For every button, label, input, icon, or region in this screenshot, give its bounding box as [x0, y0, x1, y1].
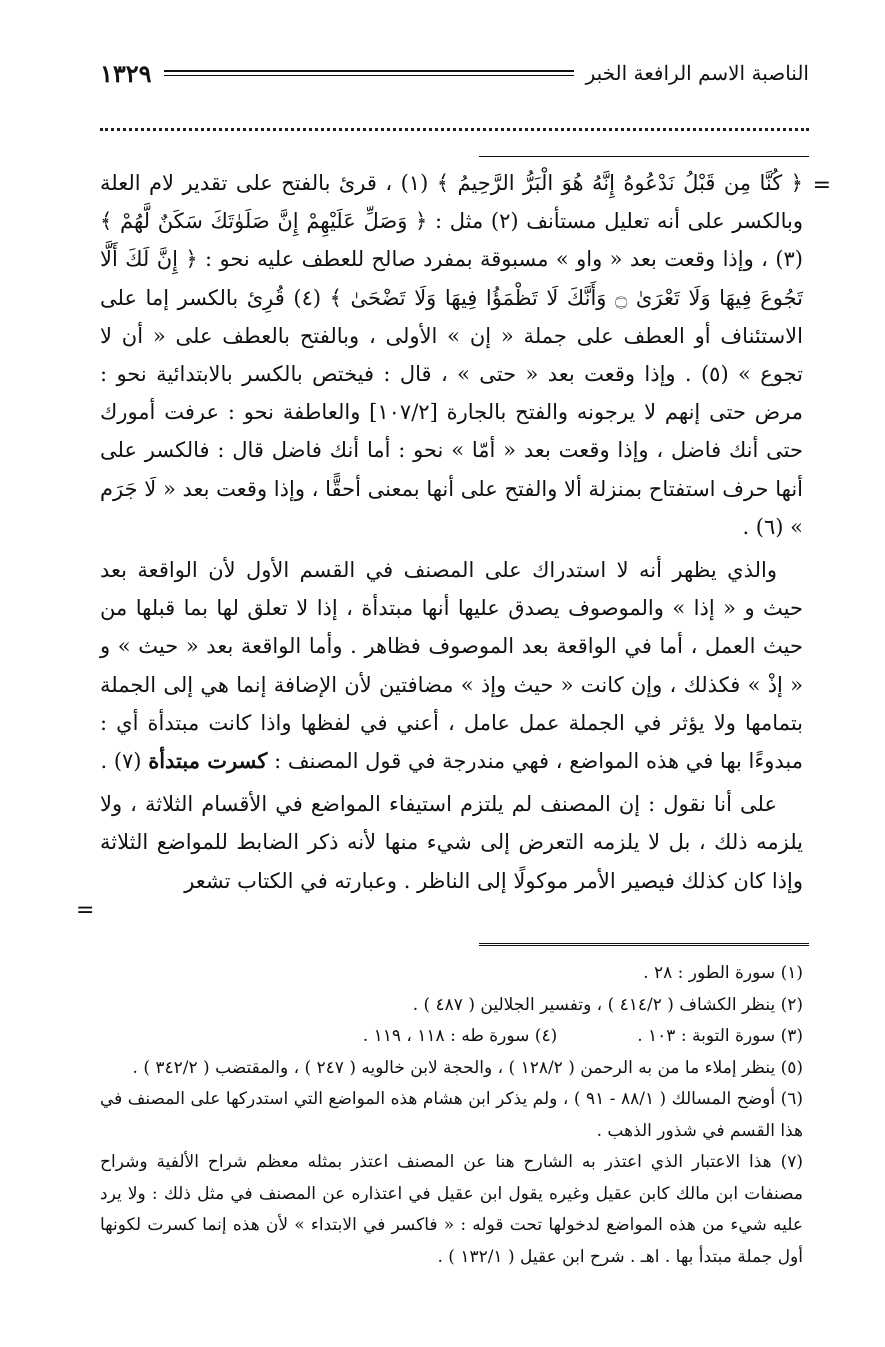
paragraph-3: على أنا نقول : إن المصنف لم يلتزم استيفاء المواضع في الأقسام الثلاثة ، ولا يلزمه ذلك ، بل لا يلزمه التعرض إلى شيء منها لأنه ذكر الضابط للمواضع الثلاثة وإذا كان كذلك فيصير الأمر موكولًا إلى الناظر . وعبارته في الكتاب تشعر	[100, 792, 803, 893]
page-number: ١٣٢٩	[100, 58, 152, 88]
footnote-3: (٣) سورة التوبة : ١٠٣ .	[637, 1026, 803, 1046]
header-rule	[164, 70, 574, 76]
footnote-7: (٧) هذا الاعتبار الذي اعتذر به الشارح هنا عن المصنف اعتذر بمثله معظم شراح الألفية وشراح مصنفات ابن مالك كابن عقيل وغيره يقول ابن عقيل في اعتذاره عن المصنف في مثل ذلك : ولا يرد عليه شيء من هذه المواضع لدخولها تحت قوله : « فاكسر في الابتداء » لأن هذه إنما كسرت لكونها أول جملة مبتدأ بها . اهـ . شرح ابن عقيل ( ١٣٢/١ ) .	[100, 1152, 803, 1267]
footnotes	[100, 958, 803, 1273]
footnote-5: (٥) ينظر إملاء ما من به الرحمن ( ١٢٨/٢ ) ، والحجة لابن خالويه ( ٢٤٧ ) ، والمقتضب ( ٣٤٢/٢ ) .	[132, 1057, 803, 1078]
footnote-1: (١) سورة الطور : ٢٨ .	[643, 963, 803, 983]
paragraph-1: ﴿ كُنَّا مِن قَبْلُ نَدْعُوهُ إِنَّهُ هُوَ الْبَرُّ الرَّحِيمُ ﴾ (١) ، قرئ بالفتح على تقدير لام العلة وبالكسر على أنه تعليل مستأنف (٢) مثل : ﴿ وَصَلِّ عَلَيْهِمْ إِنَّ صَلَوٰتَكَ سَكَنٌ لَّهُمْ ﴾ (٣) ، وإذا وقعت بعد « واو » مسبوقة بمفرد صالح للعطف عليه نحو : ﴿ إِنَّ لَكَ أَلَّا تَجُوعَ فِيهَا وَلَا تَعْرَىٰ ۝ وَأَنَّكَ لَا تَظْمَؤُا فِيهَا وَلَا تَضْحَىٰ ﴾ (٤) قُرِئ بالكسر إما على الاستئناف أو العطف على جملة « إن » الأولى ، وبالفتح بالعطف على « أن لا تجوع » (٥) . وإذا وقعت بعد « حتى » ، قال : فيختص بالكسر بالابتدائية نحو : مرض حتى إنهم لا يرجونه والفتح بالجارة [١٠٧/٢] والعاطفة نحو : عرفت أمورك حتى أنك فاضل ، وإذا وقعت بعد « أمّا » نحو : أما أنك فاضل قال : فالكسر على أنها حرف استفتاح بمنزلة ألا والفتح على أنها بمعنى أحقًّا ، وإذا وقعت بعد « لَا جَرَم » (٦) .	[100, 171, 803, 539]
body-text	[100, 164, 803, 900]
paragraph-2	[100, 551, 803, 780]
footnote-2: (٢) ينظر الكشاف ( ٤١٤/٢ ) ، وتفسير الجلالين ( ٤٨٧ ) .	[412, 994, 803, 1015]
footnote-6: (٦) أوضح المسالك ( ٨٨/١ - ٩١ ) ، ولم يذكر ابن هشام هذه المواضع التي استدركها على المصنف في هذا القسم في شذور الذهب .	[100, 1089, 803, 1141]
running-header	[100, 55, 809, 91]
paragraph-2-main: والذي يظهر أنه لا استدراك على المصنف في القسم الأول لأن الواقعة بعد حيث و « إذا » والموصوف يصدق عليها أنها مبتدأة ، إذا لا تعلق لها بما قبلها من حيث العمل ، أما في الواقعة بعد الموصوف فظاهر . وأما الواقعة بعد « حيث » و « إذْ » فكذلك ، وإن كانت « حيث وإذ » مضافتين لأن الإضافة إنما هي إلى الجملة بتمامها ولا يؤثر في الجملة عمل عامل ، أعني في لفظها واذا كانت مبتدأة أي : مبدوءًا بها في هذه المواضع ، فهي مندرجة في قول المصنف :	[100, 558, 803, 774]
footnote-separator	[479, 943, 809, 950]
dotted-separator	[100, 118, 809, 131]
paragraph-2-tail: (٧) .	[100, 749, 142, 774]
footnote-4: (٤) سورة طه : ١١٨ ، ١١٩ .	[362, 1026, 558, 1046]
continuation-mark-end: =	[76, 898, 95, 923]
top-short-rule	[479, 156, 809, 157]
header-title: الناصبة الاسم الرافعة الخبر	[585, 61, 809, 85]
footnote-row-3-4	[100, 1021, 803, 1053]
continuation-mark-start: =	[812, 173, 831, 198]
paragraph-2-bold: كسرت مبتدأة	[148, 748, 268, 774]
